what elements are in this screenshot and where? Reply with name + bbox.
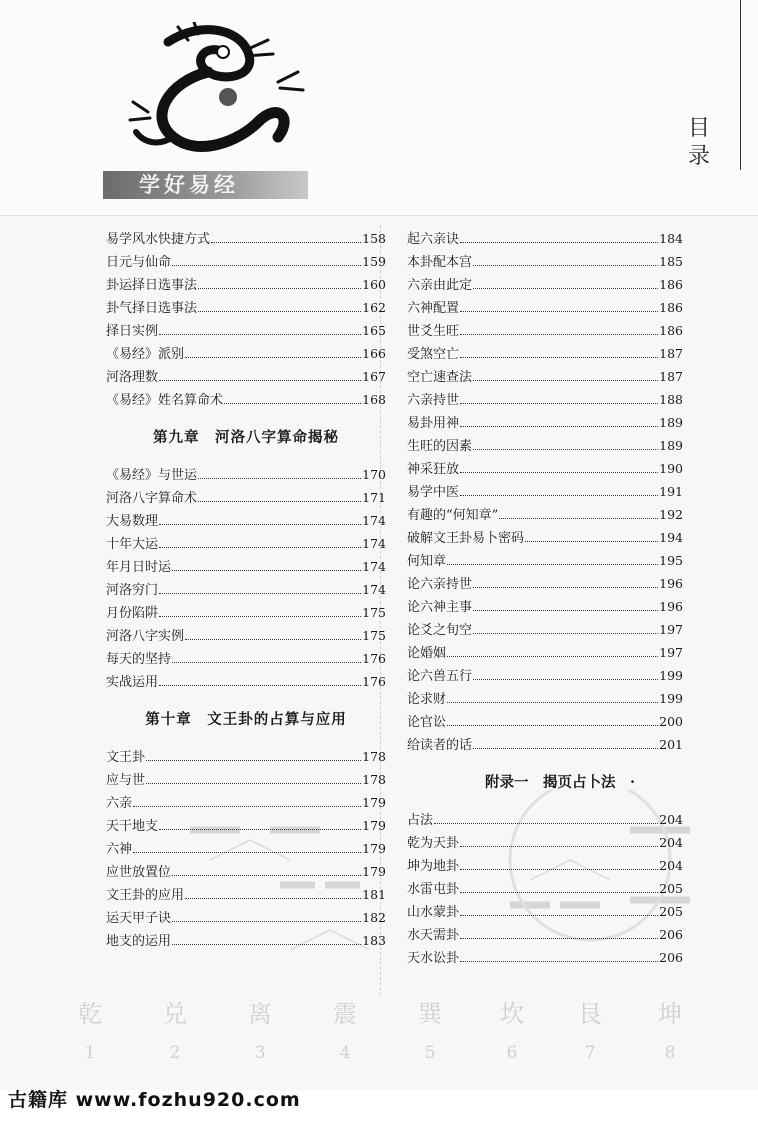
dot-leader [133,806,361,807]
toc-entry[interactable] [106,366,386,389]
toc-right-column [407,228,683,970]
bagua-cell [640,1000,700,1064]
toc-entry[interactable] [106,556,386,579]
bagua-cell [560,1000,620,1064]
toc-entry-page: 178 [362,772,386,787]
toc-entry-page: 165 [362,323,386,338]
toc-entry-page: 158 [362,231,386,246]
toc-entry-title: 《易经》与世运 [106,468,198,483]
toc-entry-title: 有趣的“何知章” [407,508,499,523]
dot-leader [460,242,658,243]
toc-entry-page: 182 [362,910,386,925]
toc-entry[interactable] [407,901,683,924]
toc-entry-title: 神采狂放 [407,462,460,477]
toc-entry-title: 文王卦 [106,750,146,765]
bagua-number: 6 [506,1043,518,1063]
toc-entry[interactable] [407,573,683,596]
bagua-number: 1 [84,1043,96,1063]
toc-entry-title: 地支的运用 [106,934,172,949]
dot-leader [172,570,361,571]
toc-entry-title: 卦运择日选事法 [106,278,198,293]
toc-entry[interactable] [407,550,683,573]
dot-leader [447,564,658,565]
dot-leader [159,334,361,335]
dot-leader [473,610,658,611]
toc-entry-page: 189 [659,415,683,430]
dot-leader [460,403,658,404]
toc-entry-title: 六亲 [106,796,133,811]
toc-section-left-3 [106,746,386,953]
toc-entry-page: 162 [362,300,386,315]
toc-entry[interactable] [407,878,683,901]
toc-entry[interactable] [106,533,386,556]
toc-entry-title: 论六亲持世 [407,577,473,592]
toc-entry-page: 191 [659,484,683,499]
toc-entry-title: 论婚姻 [407,646,447,661]
toc-entry-page: 175 [362,628,386,643]
appendix-heading: 附录一 揭页占卜法 · [484,774,636,791]
toc-entry[interactable] [106,907,386,930]
toc-entry-title: 山水蒙卦 [407,905,460,920]
toc-entry-page: 200 [659,714,683,729]
toc-entry-title: 水天需卦 [407,928,460,943]
dot-leader [159,380,361,381]
toc-entry[interactable] [407,458,683,481]
toc-entry-title: 破解文王卦易卜密码 [407,531,525,546]
toc-entry-title: 日元与仙命 [106,255,172,270]
dot-leader [473,633,658,634]
toc-entry-title: 易卦用神 [407,416,460,431]
dot-leader [460,915,658,916]
toc-entry-title: 十年大运 [106,537,159,552]
dot-leader [146,783,361,784]
dot-leader [447,656,658,657]
toc-entry-page: 181 [362,887,386,902]
toc-entry-page: 175 [362,605,386,620]
toc-entry[interactable] [106,343,386,366]
toc-entry-title: 乾为天卦 [407,836,460,851]
toc-entry[interactable] [106,884,386,907]
toc-entry-title: 每天的坚持 [106,652,172,667]
toc-entry-title: 本卦配本宫 [407,255,473,270]
dot-leader [473,380,658,381]
bagua-name: 兑 [163,1000,187,1028]
bagua-number: 3 [254,1043,266,1063]
toc-entry[interactable] [106,815,386,838]
toc-entry-page: 168 [362,392,386,407]
toc-entry-page: 190 [659,461,683,476]
toc-entry-page: 196 [659,576,683,591]
dot-leader [473,265,658,266]
toc-entry-page: 186 [659,300,683,315]
dot-leader [172,662,361,663]
toc-entry-page: 197 [659,622,683,637]
toc-entry-page: 176 [362,651,386,666]
toc-entry[interactable] [407,809,683,832]
dot-leader [460,846,658,847]
toc-entry-title: 天干地支 [106,819,159,834]
toc-entry-title: 易学中医 [407,485,460,500]
toc-entry[interactable] [407,366,683,389]
toc-entry-title: 运天甲子诀 [106,911,172,926]
toc-entry-title: 《易经》派别 [106,347,185,362]
toc-entry-page: 174 [362,513,386,528]
bagua-cell [400,1000,460,1064]
toc-entry-page: 201 [659,737,683,752]
toc-entry-page: 195 [659,553,683,568]
chapter-heading: 第十章 文王卦的占算与应用 [145,711,347,728]
dot-leader [447,702,658,703]
toc-entry-title: 应世放置位 [106,865,172,880]
dot-leader [172,875,361,876]
toc-entry-title: 应与世 [106,773,146,788]
bagua-name: 坎 [500,1000,524,1028]
dot-leader [198,501,361,502]
toc-entry-page: 206 [659,950,683,965]
toc-entry[interactable] [407,688,683,711]
toc-entry-page: 184 [659,231,683,246]
toc-entry[interactable] [407,274,683,297]
dot-leader [460,961,658,962]
toc-entry-title: 六神 [106,842,133,857]
dot-leader [460,334,658,335]
dot-leader [159,547,361,548]
dot-leader [460,311,658,312]
dot-leader [460,869,658,870]
dot-leader [159,524,361,525]
toc-entry[interactable] [106,320,386,343]
toc-entry-title: 河洛八字实例 [106,629,185,644]
dot-leader [198,288,361,289]
toc-entry[interactable] [106,769,386,792]
toc-entry-title: 年月日时运 [106,560,172,575]
toc-entry-title: 择日实例 [106,324,159,339]
toc-entry[interactable] [106,746,386,769]
dot-leader [159,685,361,686]
dot-leader [211,242,361,243]
toc-entry[interactable] [407,320,683,343]
dot-leader [146,760,361,761]
toc-entry-page: 197 [659,645,683,660]
toc-entry[interactable] [106,487,386,510]
toc-entry-title: 论六神主事 [407,600,473,615]
toc-entry-title: 《易经》姓名算命术 [106,393,224,408]
toc-entry-title: 论爻之旬空 [407,623,473,638]
dot-leader [460,472,658,473]
toc-entry-page: 159 [362,254,386,269]
toc-left-column [106,228,386,953]
dot-leader [159,593,361,594]
toc-entry-page: 179 [362,795,386,810]
dot-leader [447,725,658,726]
dot-leader [172,944,361,945]
toc-entry[interactable] [106,251,386,274]
toc-entry[interactable] [106,861,386,884]
toc-entry-page: 174 [362,559,386,574]
source-watermark: 古籍库 www.fozhu920.com [8,1089,301,1111]
dot-leader [185,898,361,899]
bagua-number: 4 [339,1043,351,1063]
toc-entry[interactable] [106,671,386,694]
toc-entry-title: 论官讼 [407,715,447,730]
toc-entry-page: 179 [362,818,386,833]
dot-leader [473,288,658,289]
toc-entry-title: 月份陷阱 [106,606,159,621]
toc-entry[interactable] [106,930,386,953]
dot-leader [525,541,658,542]
dot-leader [185,639,361,640]
toc-entry-page: 187 [659,346,683,361]
dot-leader [473,587,658,588]
toc-entry[interactable] [407,734,683,757]
toc-entry-page: 188 [659,392,683,407]
toc-entry[interactable] [407,924,683,947]
dot-leader [473,449,658,450]
toc-entry[interactable] [407,343,683,366]
toc-entry-page: 206 [659,927,683,942]
toc-entry-title: 河洛穷门 [106,583,159,598]
toc-entry-title: 生旺的因素 [407,439,473,454]
toc-entry-page: 186 [659,323,683,338]
toc-entry-page: 160 [362,277,386,292]
toc-entry[interactable] [407,504,683,527]
bagua-number: 2 [169,1043,181,1063]
toc-entry-title: 易学风水快捷方式 [106,232,211,247]
toc-entry-page: 174 [362,582,386,597]
dragon-illustration [128,22,308,172]
toc-entry-page: 204 [659,812,683,827]
toc-entry-page: 171 [362,490,386,505]
toc-entry-page: 166 [362,346,386,361]
toc-entry[interactable] [106,389,386,412]
toc-entry-title: 论六兽五行 [407,669,473,684]
toc-entry-page: 204 [659,835,683,850]
toc-rule [740,0,741,170]
toc-entry[interactable] [407,665,683,688]
toc-entry-title: 六神配置 [407,301,460,316]
dot-leader [460,426,658,427]
toc-entry-page: 205 [659,881,683,896]
bagua-number: 8 [664,1043,676,1063]
dot-leader [159,616,361,617]
toc-entry-page: 187 [659,369,683,384]
dot-leader [473,679,658,680]
toc-entry[interactable] [106,510,386,533]
toc-entry[interactable] [106,838,386,861]
dot-leader [460,892,658,893]
bagua-number: 5 [424,1043,436,1063]
toc-entry[interactable] [407,481,683,504]
dot-leader [460,357,658,358]
toc-entry-page: 174 [362,536,386,551]
toc-entry[interactable] [407,389,683,412]
toc-entry-page: 196 [659,599,683,614]
toc-entry[interactable] [106,274,386,297]
toc-title: 目录 [687,116,710,169]
toc-entry-title: 卦气择日选事法 [106,301,198,316]
toc-entry-page: 192 [659,507,683,522]
dot-leader [499,518,658,519]
toc-entry-title: 受煞空亡 [407,347,460,362]
toc-entry-page: 176 [362,674,386,689]
dot-leader [473,748,658,749]
toc-entry-page: 186 [659,277,683,292]
toc-entry[interactable] [407,251,683,274]
toc-entry-page: 178 [362,749,386,764]
toc-entry[interactable] [407,435,683,458]
toc-entry[interactable] [106,228,386,251]
toc-entry[interactable] [407,642,683,665]
toc-entry-title: 何知章 [407,554,447,569]
bagua-cell [315,1000,375,1064]
page-header [0,0,758,216]
toc-entry[interactable] [407,297,683,320]
toc-entry-title: 大易数理 [106,514,159,529]
dot-leader [133,852,361,853]
toc-entry[interactable] [106,464,386,487]
bagua-cell [482,1000,542,1064]
toc-entry-title: 天水讼卦 [407,951,460,966]
toc-entry-page: 179 [362,841,386,856]
toc-entry-page: 189 [659,438,683,453]
dot-leader [460,495,658,496]
toc-entry-title: 实战运用 [106,675,159,690]
toc-entry-title: 六亲持世 [407,393,460,408]
bagua-name: 巽 [418,1000,442,1028]
toc-entry-page: 183 [362,933,386,948]
toc-entry[interactable] [407,619,683,642]
toc-entry-title: 河洛理数 [106,370,159,385]
toc-section-right-1 [407,228,683,757]
bagua-cell [145,1000,205,1064]
bagua-name: 艮 [578,1000,602,1028]
toc-entry-page: 194 [659,530,683,545]
toc-entry-title: 世爻生旺 [407,324,460,339]
toc-entry-page: 204 [659,858,683,873]
toc-entry-title: 论求财 [407,692,447,707]
toc-section-left-2 [106,464,386,694]
toc-entry-page: 199 [659,668,683,683]
bagua-name: 坤 [658,1000,682,1028]
dot-leader [434,823,658,824]
toc-section-right-2 [407,809,683,970]
toc-entry[interactable] [106,792,386,815]
toc-entry[interactable] [106,297,386,320]
toc-entry-title: 给读者的话 [407,738,473,753]
bagua-number: 7 [584,1043,596,1063]
toc-entry[interactable] [407,527,683,550]
toc-entry-title: 六亲由此定 [407,278,473,293]
toc-entry[interactable] [407,832,683,855]
toc-entry[interactable] [407,947,683,970]
toc-entry-page: 167 [362,369,386,384]
toc-section-left-1 [106,228,386,412]
toc-entry-title: 空亡速查法 [407,370,473,385]
dot-leader [185,357,361,358]
chapter-heading: 第九章 河洛八字算命揭秘 [153,429,339,446]
toc-entry-title: 河洛八字算命术 [106,491,198,506]
toc-entry-page: 185 [659,254,683,269]
bagua-cell [230,1000,290,1064]
bagua-name: 震 [333,1000,357,1028]
bagua-name: 乾 [78,1000,102,1028]
toc-entry-page: 179 [362,864,386,879]
dot-leader [460,938,658,939]
bagua-strip [60,1000,700,1070]
toc-entry[interactable] [407,596,683,619]
dot-leader [172,265,361,266]
toc-entry-title: 水雷屯卦 [407,882,460,897]
toc-entry[interactable] [407,228,683,251]
series-banner: 学好易经 [103,171,308,199]
toc-entry[interactable] [106,625,386,648]
dot-leader [172,921,361,922]
toc-entry-title: 占法 [407,813,434,828]
toc-entry-title: 起六亲诀 [407,232,460,247]
dot-leader [159,829,361,830]
dot-leader [198,478,361,479]
toc-entry[interactable] [106,602,386,625]
toc-entry-title: 文王卦的应用 [106,888,185,903]
bagua-name: 离 [248,1000,272,1028]
toc-entry-page: 170 [362,467,386,482]
toc-entry[interactable] [106,648,386,671]
toc-entry-title: 坤为地卦 [407,859,460,874]
toc-entry[interactable] [407,855,683,878]
toc-entry-page: 205 [659,904,683,919]
toc-entry-page: 199 [659,691,683,706]
dot-leader [198,311,361,312]
toc-entry[interactable] [106,579,386,602]
toc-entry[interactable] [407,711,683,734]
toc-entry[interactable] [407,412,683,435]
dot-leader [224,403,361,404]
bagua-cell [60,1000,120,1064]
